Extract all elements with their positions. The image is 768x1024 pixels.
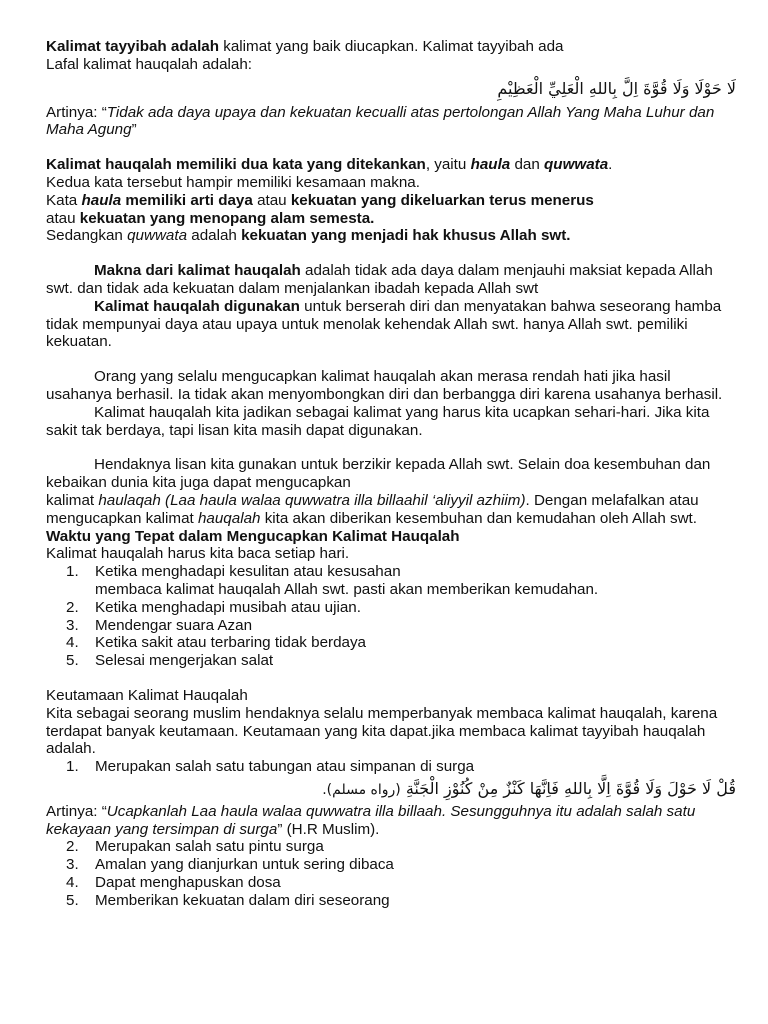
list-text: Dapat menghapuskan dosa [95, 874, 281, 892]
digunakan-text: untuk berserah diri dan menyatakan bahwa seseorang hamba tidak mempunyai daya atau upaya untuk menolak kehendak Allah swt. hanya Allah swt. pemiliki kekuatan. [46, 297, 722, 351]
artinya-label: Artinya: “ [46, 103, 107, 121]
lisan-i2: hauqalah [197, 509, 261, 527]
kata-line-2: Kedua kata tersebut hampir memiliki kesamaan makna. [46, 173, 420, 191]
list-text: Memberikan kekuatan dalam diri seseorang [95, 891, 390, 909]
artinya-label: Artinya: “ [46, 802, 107, 820]
intro-line-1 [46, 38, 736, 56]
list-text: Mendengar suara Azan [95, 616, 253, 634]
kata-l3b: haula [81, 191, 122, 209]
kata-l3d: atau [252, 191, 291, 209]
intro-bold: Kalimat tayyibah adalah [46, 38, 220, 55]
keutamaan-artinya [46, 803, 736, 839]
digunakan-paragraph [46, 298, 736, 351]
list-number: 4. [66, 634, 79, 652]
kata-bold: Kalimat hauqalah memiliki dua kata yang ditekankan [46, 156, 426, 174]
list-text: Amalan yang dianjurkan untuk sering dibaca [95, 856, 394, 874]
kata-l5b: quwwata [127, 227, 188, 245]
artinya-close: ” (H.R Muslim). [277, 820, 380, 838]
kata-l3c: memiliki arti daya [121, 191, 253, 209]
kata-l5d: kekuatan yang menjadi hak khusus Allah swt. [241, 227, 571, 245]
list-item [46, 838, 736, 856]
kata-line-4 [46, 210, 736, 228]
list-number: 5. [66, 652, 79, 670]
hadith-arabic [46, 776, 736, 803]
list-text: Merupakan salah satu tabungan atau simpanan di surga [95, 758, 475, 776]
list-item [46, 634, 736, 652]
orang-paragraph: Orang yang selalu mengucapkan kalimat hauqalah akan merasa rendah hati jika hasil usahanya berhasil. Ia tidak akan menyombongkan diri dan berbangga diri karena usahanya berhasil. [46, 368, 723, 403]
kata-text-3: . [608, 156, 613, 174]
list-item [46, 563, 736, 581]
lisan-i1: haulaqah (Laa haula walaa quwwatra illa billaahil ‘aliyyil azhiim) [98, 491, 526, 509]
list-number: 2. [66, 598, 79, 616]
intro-line-2: Lafal kalimat hauqalah adalah: [46, 55, 253, 73]
list-text: membaca kalimat hauqalah Allah swt. pasti akan memberikan kemudahan. [95, 580, 599, 598]
hadith-arabic-text: قُلْ لَا حَوْلَ وَلَا قُوَّةَ اِلَّا بِاللهِ فَاِنَّهَا كَنْزٌ مِنْ كُنُوْزِ الْجَنَّةِ [405, 778, 736, 798]
kata-l5a: Sedangkan [46, 227, 128, 245]
kata-text-2: dan [510, 156, 545, 174]
digunakan-bold: Kalimat hauqalah digunakan [94, 297, 300, 315]
list-item [46, 758, 736, 776]
jadikan-paragraph: Kalimat hauqalah kita jadikan sebagai kalimat yang harus kita ucapkan sehari-hari. Jika kita sakit tak berdaya, tapi lisan kita masih dapat digunakan. [46, 403, 710, 439]
list-text: Ketika menghadapi musibah atau ujian. [95, 598, 361, 616]
makna-bold: Makna dari kalimat hauqalah [94, 262, 301, 280]
list-item [46, 599, 736, 617]
list-item [46, 617, 736, 635]
kata-line-1 [46, 156, 736, 174]
list-text: Ketika menghadapi kesulitan atau kesusahan [95, 563, 401, 581]
kata-line-5 [46, 227, 736, 245]
list-item [46, 652, 736, 670]
kata-quwwata: quwwata [544, 156, 609, 174]
arabic-text: لَا حَوْلَا وَلَا قُوَّةَ اِلَّ بِاللهِ الْعَلِيِّ الْعَظِيْمِ [497, 78, 736, 98]
keutamaan-intro: Kita sebagai seorang muslim hendaknya selalu memperbanyak membaca kalimat hauqalah, karena terdapat banyak keutamaan. Keutamaan yang kita dapat.jika membaca kalimat tayyibah hauqalah adalah. [46, 704, 718, 758]
makna-paragraph [46, 262, 736, 298]
kata-l3e: kekuatan yang dikeluarkan terus menerus [290, 191, 594, 209]
intro-artinya [46, 104, 736, 140]
list-number: 4. [66, 874, 79, 892]
kata-l4b: kekuatan yang menopang alam semesta. [79, 209, 375, 227]
list-number: 1. [66, 758, 79, 776]
kata-l5c: adalah [187, 227, 242, 245]
list-number: 2. [66, 838, 79, 856]
document-content [46, 38, 736, 910]
list-number: 5. [66, 891, 79, 909]
artinya-close: ” [131, 121, 137, 139]
hauqalah-arabic [46, 74, 736, 104]
waktu-heading: Waktu yang Tepat dalam Mengucapkan Kalimat Hauqalah [46, 527, 460, 545]
keutamaan-list-2 [46, 838, 736, 909]
waktu-intro: Kalimat hauqalah harus kita baca setiap hari. [46, 545, 350, 563]
lisan-t2: kalimat [46, 491, 99, 509]
list-text: Selesai mengerjakan salat [95, 652, 274, 670]
kata-text: , yaitu [425, 156, 471, 174]
list-text: Ketika sakit atau terbaring tidak berdaya [95, 634, 367, 652]
waktu-list [46, 563, 736, 670]
artinya-text: Ucapkanlah Laa haula walaa quwwatra illa billaah. Sesungguhnya itu adalah salah satu kekayaan yang tersimpan di surga [46, 802, 696, 838]
list-item [46, 856, 736, 874]
lisan-t4: kita akan diberikan kesembuhan dan kemudahan oleh Allah swt. [260, 509, 697, 527]
makna-text: adalah tidak ada daya dalam menjauhi maksiat kepada Allah swt. dan tidak ada kekuatan dalam menjalankan ibadah kepada Allah swt [46, 262, 713, 297]
kata-haula: haula [470, 156, 511, 174]
lisan-paragraph-1: Hendaknya lisan kita gunakan untuk berzikir kepada Allah swt. Selain doa kesembuhan dan kebaikan dunia kita juga dapat mengucapkan [46, 456, 711, 492]
list-text: Merupakan salah satu pintu surga [95, 838, 324, 856]
lisan-paragraph-2 [46, 492, 736, 528]
keutamaan-heading: Keutamaan Kalimat Hauqalah [46, 686, 248, 704]
list-item-continuation [46, 581, 736, 599]
keutamaan-list-1 [46, 758, 736, 776]
list-item [46, 874, 736, 892]
list-number: 3. [66, 856, 79, 874]
lisan-t3: . Dengan melafalkan atau mengucapkan kalimat [46, 491, 699, 527]
kata-l3a: Kata [46, 191, 82, 209]
kata-line-3 [46, 192, 736, 210]
hadith-reference: (رواه مسلم). [322, 781, 401, 798]
kata-l4a: atau [46, 209, 80, 227]
list-number: 1. [66, 563, 79, 581]
intro-text: kalimat yang baik diucapkan. Kalimat tayyibah ada [219, 38, 564, 55]
list-item [46, 892, 736, 910]
artinya-text: Tidak ada daya upaya dan kekuatan kecualli atas pertolongan Allah Yang Maha Luhur dan Maha Agung [46, 103, 715, 139]
list-number: 3. [66, 616, 79, 634]
